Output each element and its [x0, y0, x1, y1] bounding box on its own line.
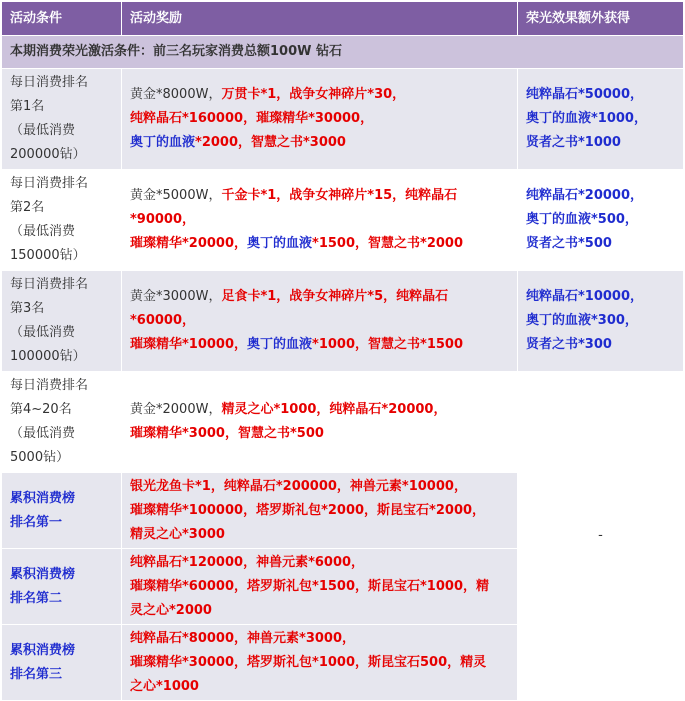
reward-segment: 璀璨精华*100000，塔罗斯礼包*2000，斯昆宝石*2000， — [130, 502, 486, 518]
condition-line: 排名第二 — [10, 590, 63, 606]
reward-segment: 奥丁的血液 — [130, 135, 196, 150]
reward-segment: 精灵之心*1000，纯粹晶石*20000， — [221, 402, 447, 417]
glory-line: 纯粹晶石*10000， — [526, 289, 644, 304]
header-row — [2, 2, 684, 36]
reward-line — [130, 285, 509, 309]
reward-table — [1, 1, 684, 701]
reward-line — [130, 599, 509, 623]
glory-line: 贤者之书*500 — [526, 236, 612, 251]
reward-line — [130, 232, 509, 256]
reward-line — [130, 333, 509, 357]
table-row — [2, 372, 684, 473]
glory-line: 纯粹晶石*20000， — [526, 188, 644, 203]
reward-segment: 之心*1000 — [130, 678, 199, 694]
reward-segment: *2000，智慧之书*3000 — [195, 135, 346, 150]
glory-cell — [518, 69, 684, 170]
reward-line — [130, 83, 509, 107]
reward-segment: 奥丁的血液 — [247, 236, 313, 251]
reward-cell — [122, 69, 518, 170]
condition-line: 累积消费榜 — [10, 642, 76, 658]
condition-line: 第3名 — [10, 301, 45, 316]
reward-segment: 黄金*5000W， — [130, 188, 222, 203]
reward-segment: 纯粹晶石*120000，神兽元素*6000， — [130, 554, 365, 570]
reward-line — [130, 627, 509, 651]
reward-cell — [122, 372, 518, 473]
reward-segment: 灵之心*2000 — [130, 602, 212, 618]
reward-segment: 璀璨精华*20000， — [130, 236, 248, 251]
reward-line — [130, 651, 509, 675]
condition-line: 排名第三 — [10, 666, 63, 682]
condition-cell — [2, 473, 122, 549]
reward-segment: 纯粹晶石*160000，璀璨精华*30000， — [130, 111, 374, 126]
condition-line: 每日消费排名 — [10, 176, 89, 191]
reward-segment: *90000， — [130, 212, 196, 227]
condition-line: 排名第一 — [10, 514, 63, 530]
reward-line — [130, 208, 509, 232]
condition-cell — [2, 372, 122, 473]
glory-line: 奥丁的血液*300， — [526, 313, 638, 328]
glory-line: 奥丁的血液*1000， — [526, 111, 647, 126]
table-row — [2, 170, 684, 271]
reward-segment: 璀璨精华*30000，塔罗斯礼包*1000，斯昆宝石500，精灵 — [130, 654, 487, 670]
reward-segment: 黄金*3000W， — [130, 289, 222, 304]
condition-line: 100000钻） — [10, 349, 86, 364]
reward-segment: *1000，智慧之书*1500 — [312, 337, 464, 352]
glory-line: 奥丁的血液*500， — [526, 212, 638, 227]
condition-line: 每日消费排名 — [10, 75, 89, 90]
reward-segment: 黄金*2000W， — [130, 402, 222, 417]
glory-cell — [518, 271, 684, 372]
reward-segment: 奥丁的血液 — [247, 337, 313, 352]
header-condition: 活动条件 — [2, 2, 122, 36]
condition-line: 累积消费榜 — [10, 566, 76, 582]
condition-line: 第1名 — [10, 99, 45, 114]
glory-line: 纯粹晶石*50000， — [526, 87, 644, 102]
reward-segment: 纯粹晶石*80000，神兽元素*3000， — [130, 630, 356, 646]
reward-line — [130, 309, 509, 333]
reward-line — [130, 499, 509, 523]
condition-cell — [2, 170, 122, 271]
reward-line — [130, 398, 509, 422]
condition-line: （最低消费 — [10, 325, 76, 340]
condition-cell — [2, 69, 122, 170]
condition-line: 累积消费榜 — [10, 490, 76, 506]
reward-cell — [122, 549, 518, 625]
notice-text: 本期消费荣光激活条件：前三名玩家消费总额100W 钻石 — [2, 36, 684, 69]
table-row — [2, 69, 684, 170]
table-row — [2, 271, 684, 372]
condition-cell — [2, 549, 122, 625]
reward-cell — [122, 170, 518, 271]
reward-segment: 千金卡*1，战争女神碎片*15，纯粹晶石 — [221, 188, 458, 203]
glory-cell — [518, 170, 684, 271]
condition-line: 每日消费排名 — [10, 277, 89, 292]
condition-line: 200000钻） — [10, 147, 86, 162]
glory-line: 贤者之书*300 — [526, 337, 612, 352]
reward-cell — [122, 271, 518, 372]
reward-cell — [122, 473, 518, 549]
reward-line — [130, 523, 509, 547]
reward-line — [130, 422, 509, 446]
glory-dash-cell: - — [518, 372, 684, 701]
condition-line: 5000钻） — [10, 450, 70, 465]
reward-segment: 精灵之心*3000 — [130, 526, 225, 542]
reward-line — [130, 675, 509, 699]
header-reward: 活动奖励 — [122, 2, 518, 36]
reward-segment: 璀璨精华*3000，智慧之书*500 — [130, 426, 324, 441]
reward-cell — [122, 625, 518, 701]
condition-line: 第2名 — [10, 200, 45, 215]
condition-line: 每日消费排名 — [10, 378, 89, 393]
reward-line — [130, 131, 509, 155]
condition-line: （最低消费 — [10, 224, 76, 239]
reward-line — [130, 575, 509, 599]
condition-cell — [2, 625, 122, 701]
condition-line: （最低消费 — [10, 426, 76, 441]
reward-segment: *1500，智慧之书*2000 — [312, 236, 464, 251]
glory-line: 贤者之书*1000 — [526, 135, 621, 150]
reward-line — [130, 107, 509, 131]
reward-segment: 璀璨精华*60000，塔罗斯礼包*1500，斯昆宝石*1000，精 — [130, 578, 489, 594]
reward-segment: 万贯卡*1，战争女神碎片*30， — [221, 87, 406, 102]
condition-cell — [2, 271, 122, 372]
reward-segment: 银光龙鱼卡*1，纯粹晶石*200000，神兽元素*10000， — [130, 478, 467, 494]
reward-segment: 足食卡*1，战争女神碎片*5，纯粹晶石 — [221, 289, 449, 304]
reward-segment: *60000， — [130, 313, 196, 328]
reward-line — [130, 475, 509, 499]
reward-segment: 黄金*8000W， — [130, 87, 222, 102]
reward-line — [130, 551, 509, 575]
header-glory: 荣光效果额外获得 — [518, 2, 684, 36]
condition-line: （最低消费 — [10, 123, 76, 138]
condition-line: 150000钻） — [10, 248, 86, 263]
reward-segment: 璀璨精华*10000， — [130, 337, 248, 352]
notice-row — [2, 36, 684, 69]
condition-line: 第4~20名 — [10, 402, 72, 417]
reward-line — [130, 184, 509, 208]
